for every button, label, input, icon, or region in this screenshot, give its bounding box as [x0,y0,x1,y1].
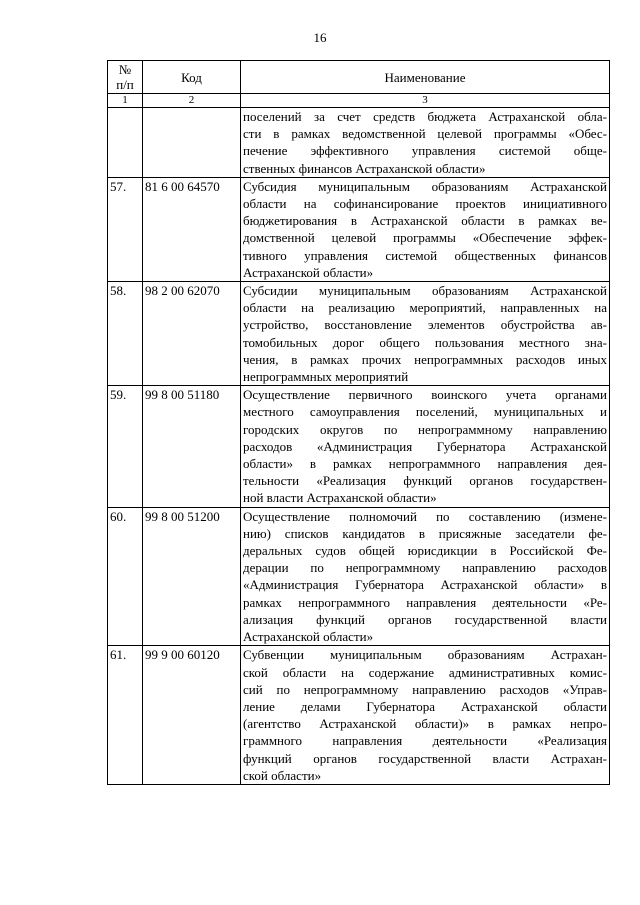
header-number-line: п/п [116,77,134,92]
table-row [108,386,610,507]
name-line: печение эффективного управления системой обще- [243,143,607,159]
name-line: бюджетирования в Астраханской области в рамках ве- [243,213,607,229]
name-line: рамках непрограммного направления деятельности «Ре- [243,594,607,610]
row-name [241,177,610,281]
name-line: ление делами Губернатора Астраханской области [243,698,607,714]
name-line: непрограммных мероприятий [243,369,409,385]
row-number: 61. [108,646,143,785]
name-line: Осуществление полномочий по составлению (измене- [243,508,607,524]
table-row [108,646,610,785]
name-line: Астраханской области» [243,629,374,645]
name-line: Субвенции муниципальным образованиям Астрахан- [243,647,607,663]
name-line: городских округов по непрограммному направлению [243,421,607,437]
row-name [241,646,610,785]
row-name [241,282,610,386]
name-line: сти в рамках ведомственной целевой программы «Обес- [243,126,607,142]
name-line: ной власти Астраханской области» [243,490,437,506]
name-line: ской области» [243,767,322,783]
name-line: устройство, восстановление элементов обустройства ав- [243,317,607,333]
column-index: 2 [143,94,241,108]
row-number: 57. [108,177,143,281]
name-line: домственной целевой программы «Обеспечение эффек- [243,230,607,246]
name-line: томобильных дорог общего пользования местного зна- [243,334,607,350]
name-line: поселений за счет средств бюджета Астраханской обла- [243,109,607,124]
table-row [108,282,610,386]
name-line: (агентство Астраханской области)» в рамках непро- [243,716,607,732]
name-line: «Администрация Губернатора Астраханской области» в [243,577,607,593]
row-code: 98 2 00 62070 [143,282,241,386]
row-name [241,108,610,178]
row-code: 99 9 00 60120 [143,646,241,785]
name-line: дерации по непрограммному направлению расходов [243,560,607,576]
name-line: нию) списков кандидатов в присяжные заседатели фе- [243,525,607,541]
table-body [108,108,610,785]
column-index: 3 [241,94,610,108]
name-line: тельности «Реализация функций органов государствен- [243,473,607,489]
header-number-line: № [118,62,132,77]
row-number [108,108,143,178]
name-line: ализация функций органов государственной власти [243,611,607,627]
header-number [108,61,143,94]
row-number: 60. [108,507,143,646]
row-number: 59. [108,386,143,507]
name-line: сий по непрограммному направлению расходов «Управ- [243,681,607,697]
name-line: Субсидия муниципальным образованиям Астраханской [243,178,607,194]
name-line: тивного управления системой общественных финансов [243,247,607,263]
page-number: 16 [313,30,327,45]
column-index-row [108,94,610,108]
name-line: ской области на содержание административных комис- [243,664,607,680]
row-code: 99 8 00 51180 [143,386,241,507]
header-name: Наименование [241,61,610,94]
name-line: граммного направления деятельности «Реализация [243,733,607,749]
name-line: Субсидии муниципальным образованиям Астраханской [243,283,607,299]
row-code: 99 8 00 51200 [143,507,241,646]
name-line: функций органов государственной власти Астрахан- [243,750,607,766]
budget-classification-table [107,60,610,785]
row-code: 81 6 00 64570 [143,177,241,281]
row-name [241,507,610,646]
name-line: чения, в рамках прочих непрограммных расходов иных [243,351,607,367]
table-row [108,177,610,281]
column-index: 1 [108,94,143,108]
table-row [108,507,610,646]
row-number: 58. [108,282,143,386]
table-header-row [108,61,610,94]
row-code [143,108,241,178]
table-row [108,108,610,178]
name-line: области на софинансирование проектов инициативного [243,196,607,212]
name-line: области на реализацию мероприятий, направленных на [243,300,607,316]
name-line: местного самоуправления поселений, муниципальных и [243,404,607,420]
name-line: области» в рамках непрограммного направления дея- [243,456,607,472]
name-line: расходов «Администрация Губернатора Астраханской [243,438,607,454]
header-code: Код [143,61,241,94]
name-line: ственных финансов Астраханской области» [243,160,486,176]
row-name [241,386,610,507]
name-line: деральных судов общей юрисдикции в Российской Фе- [243,543,607,559]
name-line: Астраханской области» [243,264,374,280]
name-line: Осуществление первичного воинского учета органами [243,387,607,403]
